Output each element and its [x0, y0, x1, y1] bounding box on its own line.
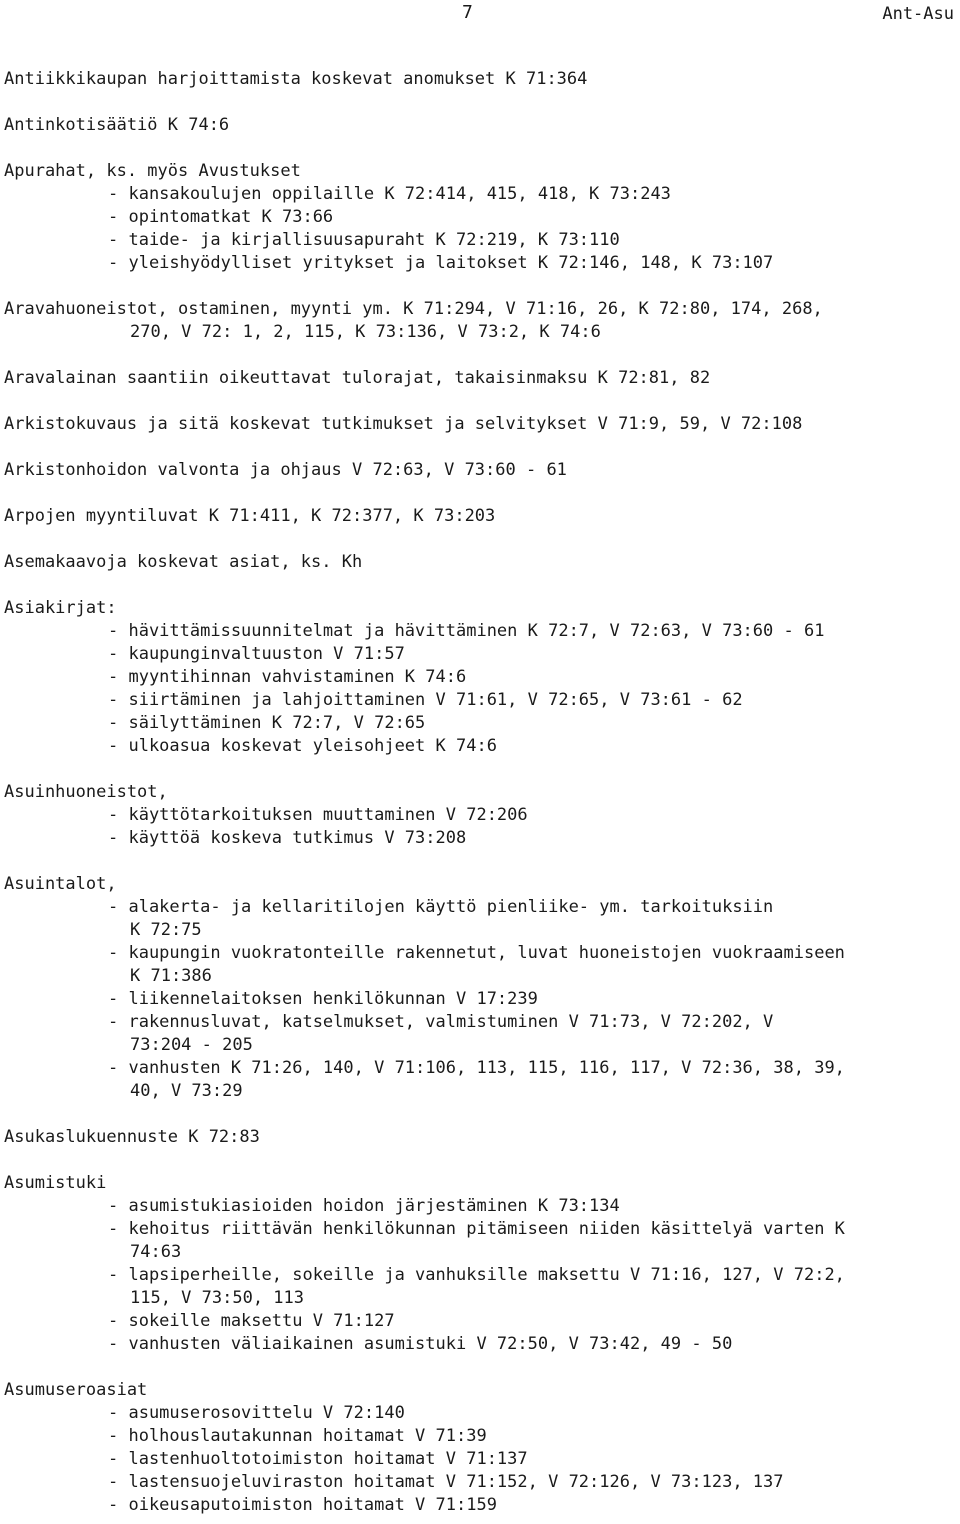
index-subentry: - vanhusten väliaikainen asumistuki V 72:50, V 73:42, 49 - 50	[108, 1334, 733, 1354]
entry-spacer	[4, 390, 954, 413]
entry-spacer	[4, 137, 954, 160]
entry-spacer	[4, 436, 954, 459]
entry-spacer	[4, 275, 954, 298]
entry-spacer	[4, 758, 954, 781]
entry-spacer	[4, 574, 954, 597]
index-heading: Asuinhuoneistot,	[4, 782, 168, 802]
index-heading: Asemakaavoja koskevat asiat, ks. Kh	[4, 552, 363, 572]
index-subentry: - käyttötarkoituksen muuttaminen V 72:206	[108, 805, 528, 825]
index-subentry: - siirtäminen ja lahjoittaminen V 71:61, V 72:65, V 73:61 - 62	[108, 690, 743, 710]
index-heading: Asuintalot,	[4, 874, 117, 894]
index-heading: Arkistokuvaus ja sitä koskevat tutkimukset ja selvitykset V 71:9, 59, V 72:108	[4, 414, 803, 434]
index-subentry: - asumuserosovittelu V 72:140	[108, 1403, 405, 1423]
index-heading: Aravahuoneistot, ostaminen, myynti ym. K 71:294, V 71:16, 26, K 72:80, 174, 268,	[4, 299, 823, 319]
index-heading: Arkistonhoidon valvonta ja ohjaus V 72:63, V 73:60 - 61	[4, 460, 567, 480]
index-subentry: - asumistukiasioiden hoidon järjestäminen K 73:134	[108, 1196, 620, 1216]
index-subentry: - oikeusaputoimiston hoitamat V 71:159	[108, 1495, 497, 1515]
index-subentry: - säilyttäminen K 72:7, V 72:65	[108, 713, 426, 733]
index-subentry: - taide- ja kirjallisuusapuraht K 72:219, K 73:110	[108, 230, 620, 250]
index-heading: Arpojen myyntiluvat K 71:411, K 72:377, K 73:203	[4, 506, 496, 526]
entry-spacer	[4, 1356, 954, 1379]
index-heading: Antinkotisäätiö K 74:6	[4, 115, 230, 135]
index-subentry: - opintomatkat K 73:66	[108, 207, 334, 227]
entry-spacer	[4, 528, 954, 551]
index-subentry: - alakerta- ja kellaritilojen käyttö pienliike- ym. tarkoituksiin	[108, 897, 774, 917]
index-heading: Aravalainan saantiin oikeuttavat tulorajat, takaisinmaksu K 72:81, 82	[4, 368, 711, 388]
index-subentry: - kaupunginvaltuuston V 71:57	[108, 644, 405, 664]
index-subentry: - kansakoulujen oppilaille K 72:414, 415, 418, K 73:243	[108, 184, 671, 204]
index-continuation: K 72:75	[130, 920, 202, 940]
index-subentry: - vanhusten K 71:26, 140, V 71:106, 113, 115, 116, 117, V 72:36, 38, 39,	[108, 1058, 845, 1078]
index-continuation: 115, V 73:50, 113	[130, 1288, 304, 1308]
index-continuation: K 71:386	[130, 966, 212, 986]
index-subentry: - holhouslautakunnan hoitamat V 71:39	[108, 1426, 487, 1446]
entry-spacer	[4, 1103, 954, 1126]
index-subentry: - ulkoasua koskevat yleisohjeet K 74:6	[108, 736, 497, 756]
entry-spacer	[4, 482, 954, 505]
index-heading: Antiikkikaupan harjoittamista koskevat anomukset K 71:364	[4, 69, 588, 89]
index-heading: Asumistuki	[4, 1173, 107, 1193]
index-subentry: - sokeille maksettu V 71:127	[108, 1311, 395, 1331]
index-subentry: - yleishyödylliset yritykset ja laitokset K 72:146, 148, K 73:107	[108, 253, 774, 273]
index-subentry: - kaupungin vuokratonteille rakennetut, luvat huoneistojen vuokraamiseen	[108, 943, 845, 963]
index-continuation: 270, V 72: 1, 2, 115, K 73:136, V 73:2, K 74:6	[130, 322, 601, 342]
index-subentry: - rakennusluvat, katselmukset, valmistuminen V 71:73, V 72:202, V	[108, 1012, 774, 1032]
index-subentry: - lastenhuoltotoimiston hoitamat V 71:137	[108, 1449, 528, 1469]
index-continuation: 73:204 - 205	[130, 1035, 253, 1055]
index-subentry: - liikennelaitoksen henkilökunnan V 17:239	[108, 989, 538, 1009]
index-subentry: - hävittämissuunnitelmat ja hävittäminen K 72:7, V 72:63, V 73:60 - 61	[108, 621, 825, 641]
entry-spacer	[4, 1149, 954, 1172]
section-range-label: Ant-Asu	[882, 4, 954, 24]
entry-spacer	[4, 344, 954, 367]
index-subentry: - käyttöä koskeva tutkimus V 73:208	[108, 828, 467, 848]
index-subentry: - lapsiperheille, sokeille ja vanhuksille maksettu V 71:16, 127, V 72:2,	[108, 1265, 845, 1285]
index-continuation: 74:63	[130, 1242, 182, 1262]
page-header	[0, 0, 960, 30]
page-number: 7	[462, 2, 473, 23]
index-continuation: 40, V 73:29	[130, 1081, 243, 1101]
index-subentry: - myyntihinnan vahvistaminen K 74:6	[108, 667, 467, 687]
entry-spacer	[4, 91, 954, 114]
index-subentry: - kehoitus riittävän henkilökunnan pitämiseen niiden käsittelyä varten K	[108, 1219, 845, 1239]
index-entries	[4, 68, 954, 1517]
index-heading: Asiakirjat:	[4, 598, 117, 618]
index-subentry: - lastensuojeluviraston hoitamat V 71:152, V 72:126, V 73:123, 137	[108, 1472, 784, 1492]
entry-spacer	[4, 850, 954, 873]
index-heading: Asumuseroasiat	[4, 1380, 148, 1400]
index-heading: Asukaslukuennuste K 72:83	[4, 1127, 260, 1147]
index-heading: Apurahat, ks. myös Avustukset	[4, 161, 301, 181]
